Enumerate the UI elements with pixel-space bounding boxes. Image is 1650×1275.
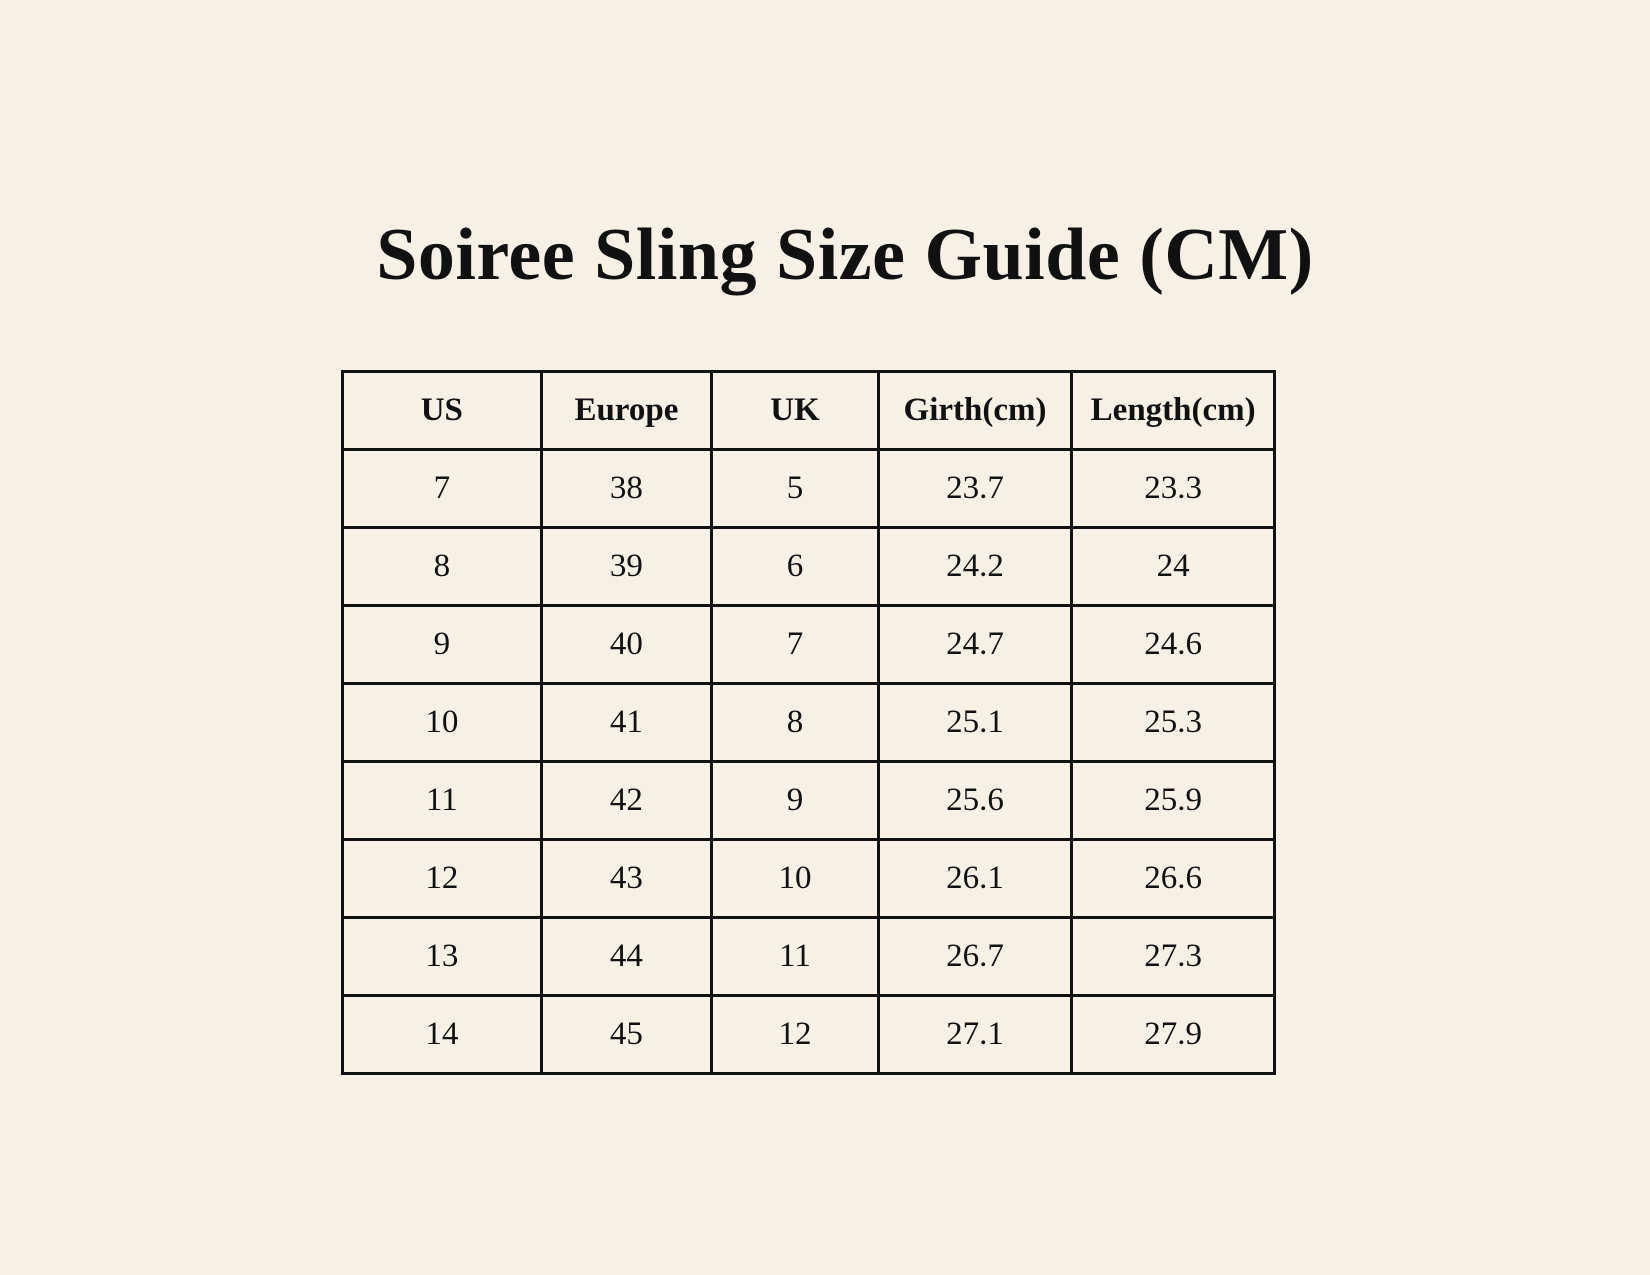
table-header-row	[343, 372, 1275, 450]
table-row	[343, 996, 1275, 1074]
header-girth: Girth(cm)	[878, 372, 1072, 450]
cell-girth: 27.1	[878, 996, 1072, 1074]
cell-girth: 25.6	[878, 762, 1072, 840]
cell-uk: 12	[712, 996, 879, 1074]
cell-europe: 39	[541, 528, 712, 606]
cell-length: 23.3	[1072, 450, 1275, 528]
header-length: Length(cm)	[1072, 372, 1275, 450]
cell-girth: 25.1	[878, 684, 1072, 762]
cell-girth: 26.1	[878, 840, 1072, 918]
header-europe: Europe	[541, 372, 712, 450]
cell-length: 24.6	[1072, 606, 1275, 684]
cell-girth: 24.2	[878, 528, 1072, 606]
cell-europe: 41	[541, 684, 712, 762]
table-row	[343, 606, 1275, 684]
cell-girth: 24.7	[878, 606, 1072, 684]
cell-uk: 10	[712, 840, 879, 918]
cell-us: 14	[343, 996, 542, 1074]
cell-europe: 38	[541, 450, 712, 528]
size-guide-table	[341, 370, 1276, 1075]
cell-us: 9	[343, 606, 542, 684]
cell-girth: 26.7	[878, 918, 1072, 996]
cell-us: 8	[343, 528, 542, 606]
cell-girth: 23.7	[878, 450, 1072, 528]
cell-us: 12	[343, 840, 542, 918]
header-uk: UK	[712, 372, 879, 450]
table-row	[343, 684, 1275, 762]
cell-length: 25.3	[1072, 684, 1275, 762]
cell-europe: 42	[541, 762, 712, 840]
table-row	[343, 762, 1275, 840]
cell-us: 10	[343, 684, 542, 762]
cell-us: 13	[343, 918, 542, 996]
cell-us: 11	[343, 762, 542, 840]
cell-length: 27.3	[1072, 918, 1275, 996]
cell-uk: 5	[712, 450, 879, 528]
cell-length: 24	[1072, 528, 1275, 606]
cell-europe: 40	[541, 606, 712, 684]
cell-uk: 9	[712, 762, 879, 840]
cell-length: 26.6	[1072, 840, 1275, 918]
cell-length: 25.9	[1072, 762, 1275, 840]
cell-europe: 45	[541, 996, 712, 1074]
table-row	[343, 528, 1275, 606]
cell-europe: 44	[541, 918, 712, 996]
cell-uk: 6	[712, 528, 879, 606]
cell-length: 27.9	[1072, 996, 1275, 1074]
table-row	[343, 918, 1275, 996]
table-row	[343, 450, 1275, 528]
table-row	[343, 840, 1275, 918]
page-title: Soiree Sling Size Guide (CM)	[376, 214, 1314, 296]
header-us: US	[343, 372, 542, 450]
cell-europe: 43	[541, 840, 712, 918]
cell-uk: 11	[712, 918, 879, 996]
cell-uk: 7	[712, 606, 879, 684]
cell-uk: 8	[712, 684, 879, 762]
cell-us: 7	[343, 450, 542, 528]
